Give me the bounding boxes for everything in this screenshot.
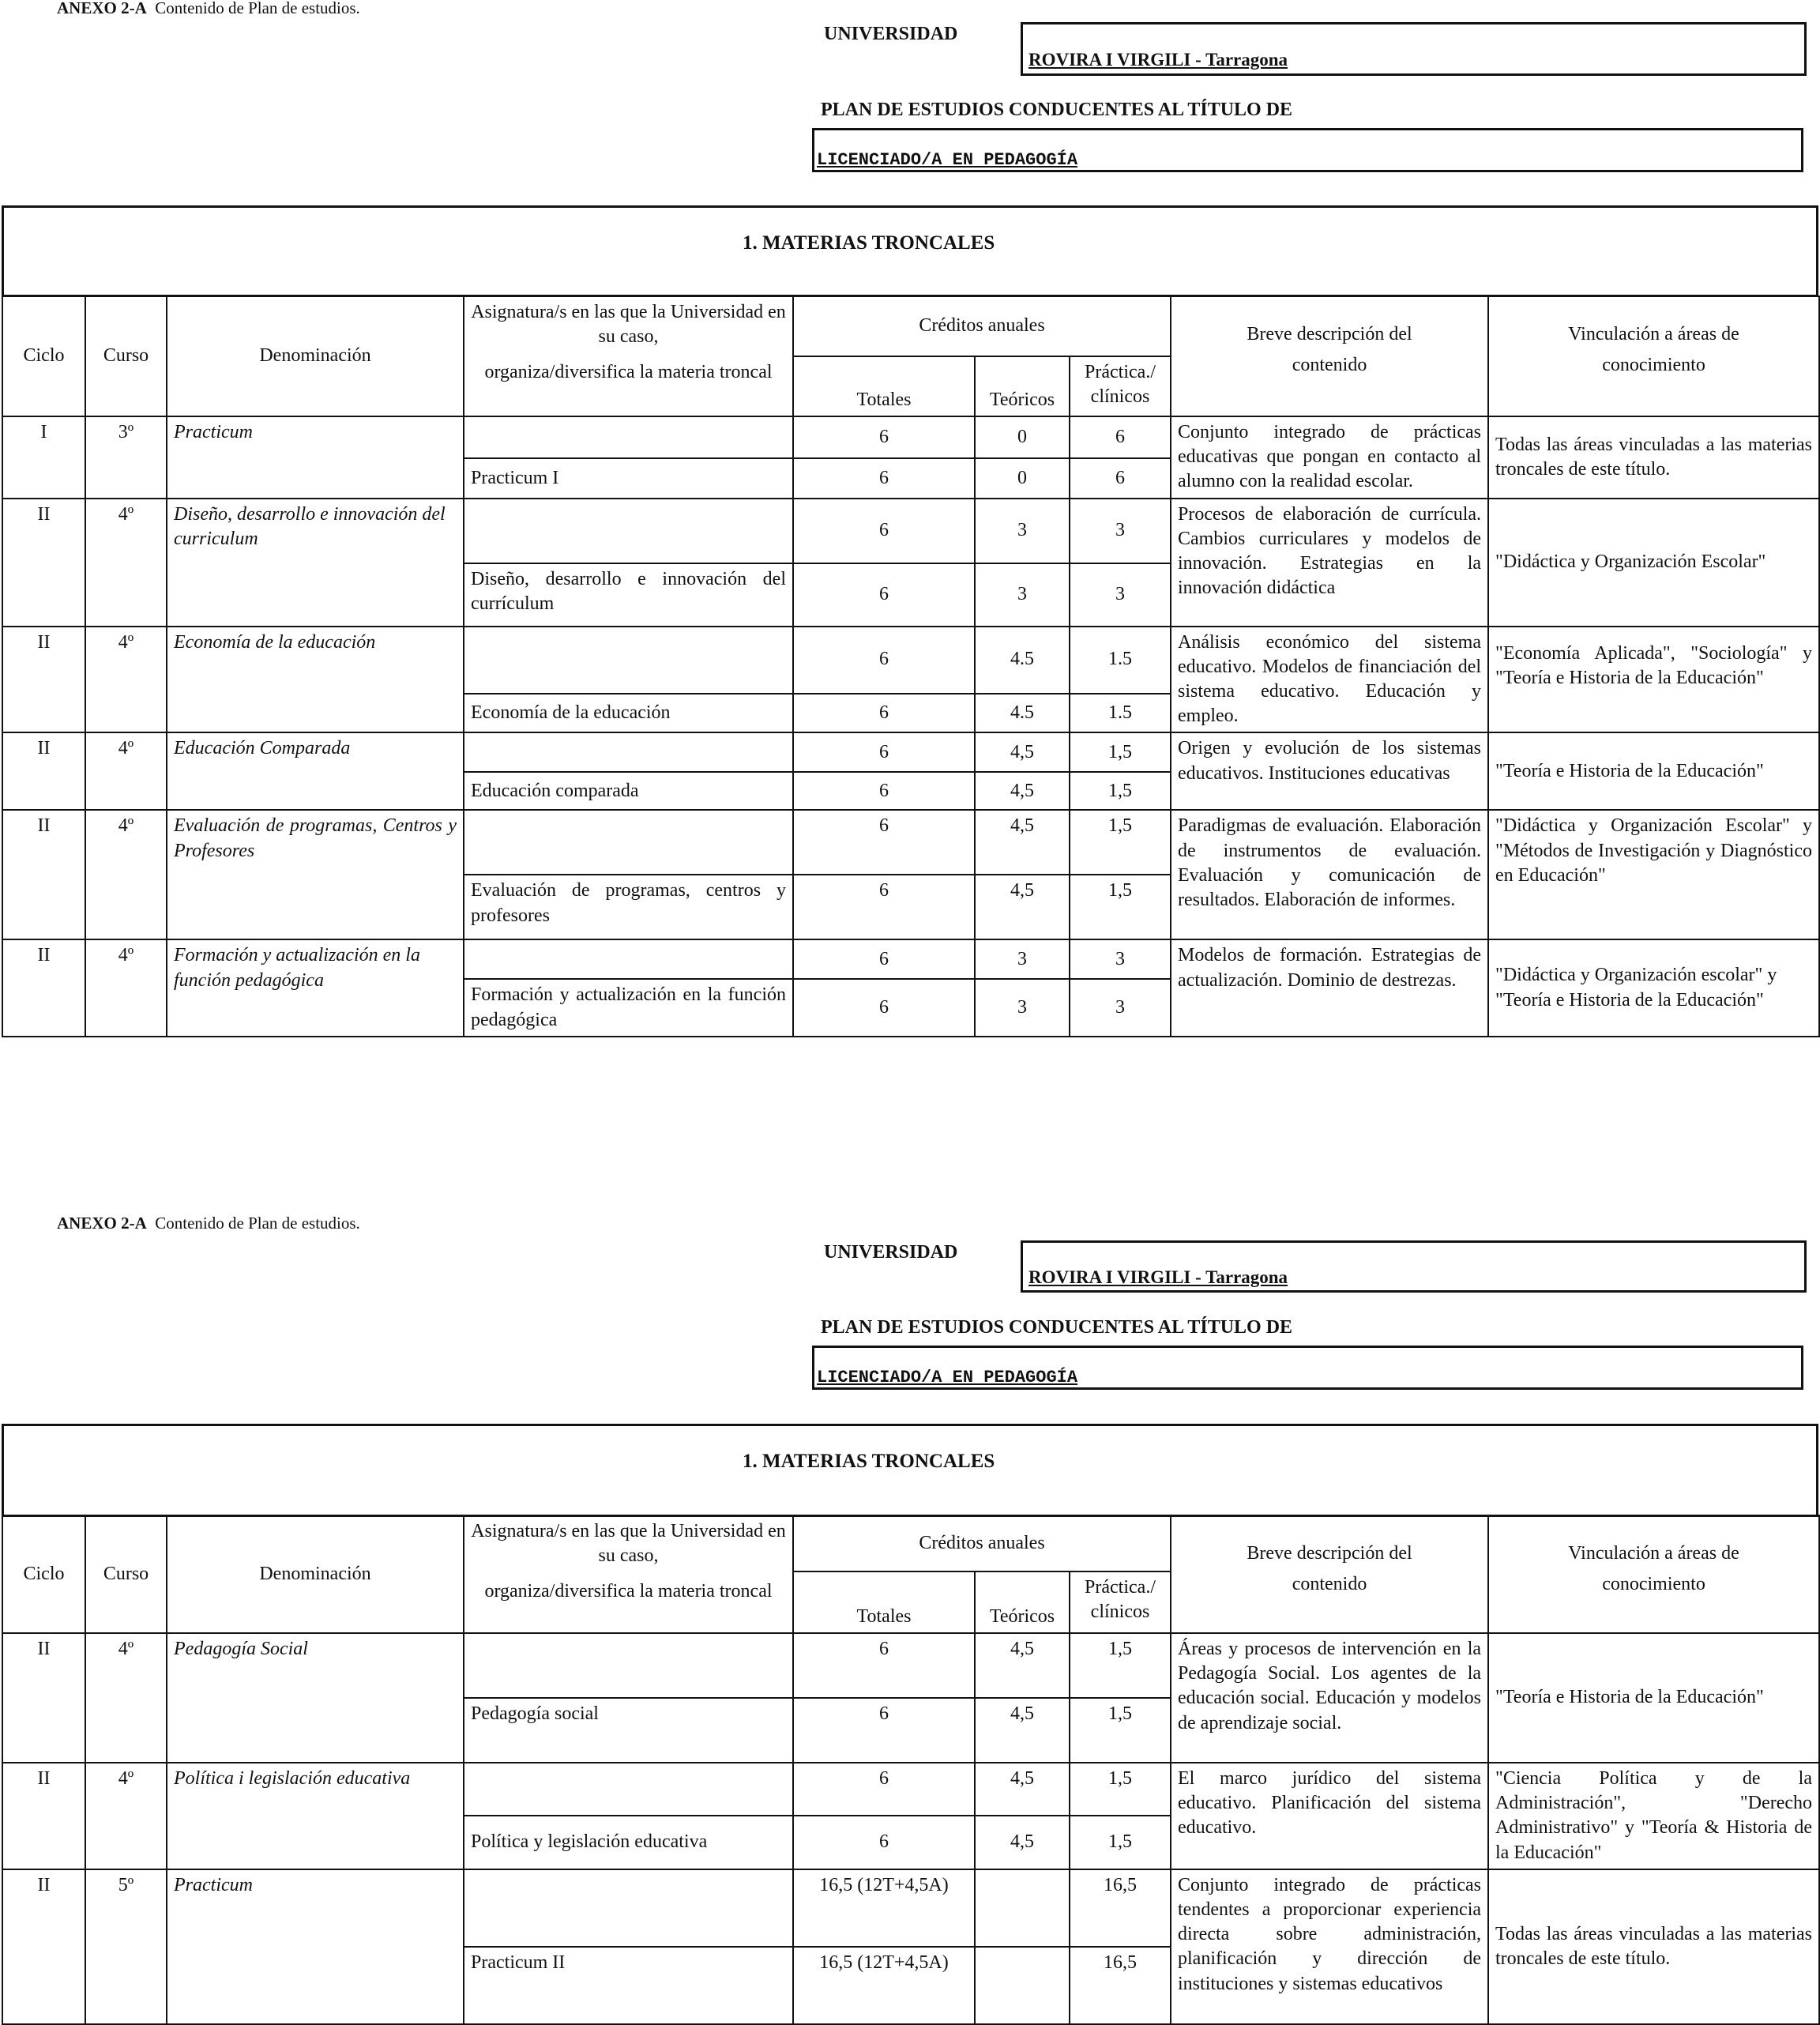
cell-descripcion: Procesos de elaboración de currícula. Cambios curriculares y modelos de innovación. Estrategias en la innovación didáctica — [1171, 499, 1488, 627]
cell-asignatura: Economía de la educación — [464, 694, 793, 733]
cell-totales: 6 — [793, 694, 975, 733]
col-creditos: Créditos anuales — [793, 296, 1171, 356]
cell-ciclo: II — [2, 1763, 85, 1869]
cell-vinculacion: "Teoría e Historia de la Educación" — [1488, 1633, 1819, 1763]
cell-curso: 4º — [85, 1633, 167, 1763]
cell-vinculacion: "Didáctica y Organización escolar" y "Teoría e Historia de la Educación" — [1488, 939, 1819, 1036]
annex-heading — [57, 1214, 360, 1233]
cell-teoricos: 3 — [975, 563, 1070, 627]
cell-vinculacion: Todas las áreas vinculadas a las materias troncales de este título. — [1488, 1869, 1819, 2024]
cell-asignatura — [464, 1633, 793, 1698]
degree-value: LICENCIADO/A EN PEDAGOGÍA — [817, 150, 1078, 170]
cell-curso: 4º — [85, 939, 167, 1036]
col-teoricos: Teóricos — [975, 1571, 1070, 1633]
cell-practica: 16,5 — [1070, 1869, 1171, 1947]
cell-practica: 1,5 — [1070, 810, 1171, 875]
cell-practica: 3 — [1070, 563, 1171, 627]
plan-label: PLAN DE ESTUDIOS CONDUCENTES AL TÍTULO DE — [821, 1317, 1293, 1338]
cell-totales: 6 — [793, 875, 975, 939]
cell-asignatura — [464, 1869, 793, 1947]
cell-asignatura: Pedagogía social — [464, 1698, 793, 1763]
col-descripcion — [1171, 296, 1488, 416]
cell-asignatura — [464, 810, 793, 875]
col-teoricos: Teóricos — [975, 356, 1070, 416]
col-vinculacion-line1: Vinculación a áreas de — [1568, 324, 1739, 344]
cell-teoricos: 4,5 — [975, 810, 1070, 875]
col-curso: Curso — [85, 296, 167, 416]
annex-number: ANEXO 2-A — [57, 1214, 147, 1233]
cell-practica: 1,5 — [1070, 1633, 1171, 1698]
col-curso: Curso — [85, 1515, 167, 1633]
cell-ciclo: II — [2, 1633, 85, 1763]
annex-text: Contenido de Plan de estudios. — [155, 1214, 360, 1233]
cell-totales: 6 — [793, 627, 975, 694]
col-descripcion-line2: contenido — [1292, 355, 1367, 376]
cell-vinculacion: "Economía Aplicada", "Sociología" y "Teoría e Historia de la Educación" — [1488, 627, 1819, 733]
col-totales: Totales — [793, 356, 975, 416]
col-asignatura-line2: organiza/diversifica la materia troncal — [484, 1581, 773, 1602]
cell-asignatura — [464, 627, 793, 694]
cell-ciclo: I — [2, 416, 85, 499]
cell-teoricos: 4,5 — [975, 1763, 1070, 1816]
cell-denominacion: Evaluación de programas, Centros y Profesores — [167, 810, 464, 939]
cell-ciclo: II — [2, 939, 85, 1036]
cell-totales: 6 — [793, 810, 975, 875]
university-label: UNIVERSIDAD — [824, 1242, 958, 1263]
section-title: 1. MATERIAS TRONCALES — [743, 232, 995, 254]
cell-totales: 6 — [793, 1698, 975, 1763]
table-row — [2, 810, 1819, 875]
cell-ciclo: II — [2, 732, 85, 810]
cell-practica: 6 — [1070, 458, 1171, 499]
cell-teoricos: 3 — [975, 979, 1070, 1036]
cell-curso: 5º — [85, 1869, 167, 2024]
cell-vinculacion: "Teoría e Historia de la Educación" — [1488, 732, 1819, 810]
table-row — [2, 1763, 1819, 1816]
cell-asignatura — [464, 732, 793, 772]
col-vinculacion-line1: Vinculación a áreas de — [1568, 1543, 1739, 1564]
cell-descripcion: Paradigmas de evaluación. Elaboración de instrumentos de evaluación. Evaluación y comunicación de resultados. Elaboración de informes. — [1171, 810, 1488, 939]
col-totales: Totales — [793, 1571, 975, 1633]
cell-denominacion: Economía de la educación — [167, 627, 464, 733]
col-asignatura-line1: Asignatura/s en las que la Universidad en su caso, — [471, 1521, 786, 1567]
cell-asignatura: Educación comparada — [464, 772, 793, 810]
cell-asignatura: Practicum I — [464, 458, 793, 499]
cell-ciclo: II — [2, 810, 85, 939]
cell-asignatura — [464, 1763, 793, 1816]
cell-asignatura: Formación y actualización en la función pedagógica — [464, 979, 793, 1036]
cell-totales: 16,5 (12T+4,5A) — [793, 1869, 975, 1947]
cell-practica: 16,5 — [1070, 1947, 1171, 2024]
col-denominacion: Denominación — [167, 296, 464, 416]
cell-practica: 1,5 — [1070, 1698, 1171, 1763]
cell-curso: 4º — [85, 1763, 167, 1869]
col-ciclo: Ciclo — [2, 1515, 85, 1633]
cell-asignatura — [464, 499, 793, 563]
col-descripcion-line2: contenido — [1292, 1574, 1367, 1595]
col-creditos: Créditos anuales — [793, 1515, 1171, 1571]
cell-practica: 1.5 — [1070, 694, 1171, 733]
cell-asignatura — [464, 939, 793, 979]
cell-teoricos: 3 — [975, 499, 1070, 563]
section-title: 1. MATERIAS TRONCALES — [743, 1451, 995, 1472]
col-asignatura-line2: organiza/diversifica la materia troncal — [484, 362, 773, 383]
cell-teoricos: 4,5 — [975, 1633, 1070, 1698]
cell-practica: 1,5 — [1070, 732, 1171, 772]
table-row — [2, 732, 1819, 772]
cell-descripcion: Áreas y procesos de intervención en la Pedagogía Social. Los agentes de la educación social. Educación y modelos de aprendizaje social. — [1171, 1633, 1488, 1763]
cell-denominacion: Política i legislación educativa — [167, 1763, 464, 1869]
cell-teoricos: 4,5 — [975, 732, 1070, 772]
cell-denominacion: Formación y actualización en la función pedagógica — [167, 939, 464, 1036]
col-asignatura — [464, 1515, 793, 1633]
cell-teoricos: 4.5 — [975, 627, 1070, 694]
cell-asignatura: Evaluación de programas, centros y profesores — [464, 875, 793, 939]
table-row — [2, 499, 1819, 563]
col-vinculacion — [1488, 1515, 1819, 1633]
col-descripcion-line1: Breve descripción del — [1247, 324, 1412, 344]
cell-denominacion: Practicum — [167, 1869, 464, 2024]
cell-ciclo: II — [2, 499, 85, 627]
cell-curso: 4º — [85, 732, 167, 810]
col-descripcion — [1171, 1515, 1488, 1633]
cell-ciclo: II — [2, 1869, 85, 2024]
col-vinculacion-line2: conocimiento — [1602, 355, 1705, 376]
col-practica: Práctica./ clínicos — [1070, 356, 1171, 416]
cell-practica: 1,5 — [1070, 1816, 1171, 1869]
cell-practica: 6 — [1070, 416, 1171, 458]
cell-descripcion: Conjunto integrado de prácticas tendentes a proporcionar experiencia directa sobre administración, planificación y dirección de instituciones y sistemas educativos — [1171, 1869, 1488, 2024]
cell-denominacion: Diseño, desarrollo e innovación del curriculum — [167, 499, 464, 627]
table-row — [2, 416, 1819, 458]
cell-totales: 6 — [793, 772, 975, 810]
table-row — [2, 1869, 1819, 1947]
cell-curso: 4º — [85, 627, 167, 733]
header-row — [2, 1515, 1819, 1571]
cell-totales: 6 — [793, 939, 975, 979]
cell-practica: 1,5 — [1070, 772, 1171, 810]
cell-descripcion: Conjunto integrado de prácticas educativas que pongan en contacto al alumno con la realidad escolar. — [1171, 416, 1488, 499]
cell-vinculacion: "Didáctica y Organización Escolar" y "Métodos de Investigación y Diagnóstico en Educación" — [1488, 810, 1819, 939]
cell-curso: 4º — [85, 810, 167, 939]
cell-teoricos — [975, 1947, 1070, 2024]
col-ciclo: Ciclo — [2, 296, 85, 416]
cell-vinculacion: "Didáctica y Organización Escolar" — [1488, 499, 1819, 627]
degree-value: LICENCIADO/A EN PEDAGOGÍA — [817, 1368, 1078, 1387]
cell-asignatura: Diseño, desarrollo e innovación del currículum — [464, 563, 793, 627]
plan-label: PLAN DE ESTUDIOS CONDUCENTES AL TÍTULO DE — [821, 100, 1293, 120]
col-asignatura-line1: Asignatura/s en las que la Universidad en su caso, — [471, 302, 786, 348]
cell-teoricos — [975, 1869, 1070, 1947]
col-vinculacion — [1488, 296, 1819, 416]
cell-totales: 6 — [793, 979, 975, 1036]
cell-practica: 3 — [1070, 939, 1171, 979]
header-row — [2, 296, 1819, 356]
cell-practica: 1,5 — [1070, 875, 1171, 939]
cell-totales: 6 — [793, 1816, 975, 1869]
cell-asignatura: Practicum II — [464, 1947, 793, 2024]
cell-totales: 6 — [793, 563, 975, 627]
cell-totales: 6 — [793, 458, 975, 499]
university-value: ROVIRA I VIRGILI - Tarragona — [1028, 1267, 1288, 1287]
cell-denominacion: Practicum — [167, 416, 464, 499]
university-value: ROVIRA I VIRGILI - Tarragona — [1028, 50, 1288, 70]
cell-practica: 3 — [1070, 979, 1171, 1036]
table-row — [2, 627, 1819, 694]
annex-heading — [57, 0, 360, 18]
col-denominacion: Denominación — [167, 1515, 464, 1633]
cell-teoricos: 4,5 — [975, 772, 1070, 810]
table-row — [2, 1633, 1819, 1698]
cell-denominacion: Pedagogía Social — [167, 1633, 464, 1763]
cell-curso: 3º — [85, 416, 167, 499]
cell-totales: 6 — [793, 499, 975, 563]
cell-totales: 16,5 (12T+4,5A) — [793, 1947, 975, 2024]
cell-teoricos: 4,5 — [975, 1698, 1070, 1763]
troncales-table — [2, 295, 1820, 1037]
troncales-table — [2, 1515, 1820, 2025]
cell-vinculacion: Todas las áreas vinculadas a las materias troncales de este título. — [1488, 416, 1819, 499]
cell-asignatura — [464, 416, 793, 458]
cell-descripcion: Modelos de formación. Estrategias de actualización. Dominio de destrezas. — [1171, 939, 1488, 1036]
col-practica: Práctica./ clínicos — [1070, 1571, 1171, 1633]
col-vinculacion-line2: conocimiento — [1602, 1574, 1705, 1595]
cell-ciclo: II — [2, 627, 85, 733]
cell-teoricos: 4,5 — [975, 875, 1070, 939]
cell-curso: 4º — [85, 499, 167, 627]
cell-teoricos: 0 — [975, 458, 1070, 499]
cell-asignatura: Política y legislación educativa — [464, 1816, 793, 1869]
cell-descripcion: Origen y evolución de los sistemas educativos. Instituciones educativas — [1171, 732, 1488, 810]
cell-totales: 6 — [793, 416, 975, 458]
cell-totales: 6 — [793, 732, 975, 772]
col-descripcion-line1: Breve descripción del — [1247, 1543, 1412, 1564]
cell-descripcion: El marco jurídico del sistema educativo. Planificación del sistema educativo. — [1171, 1763, 1488, 1869]
cell-totales: 6 — [793, 1633, 975, 1698]
cell-teoricos: 4,5 — [975, 1816, 1070, 1869]
cell-vinculacion: "Ciencia Política y de la Administración", "Derecho Administrativo" y "Teoría & Historia de la Educación" — [1488, 1763, 1819, 1869]
table-row — [2, 939, 1819, 979]
cell-teoricos: 0 — [975, 416, 1070, 458]
university-label: UNIVERSIDAD — [824, 24, 958, 44]
annex-text: Contenido de Plan de estudios. — [155, 0, 360, 17]
annex-number: ANEXO 2-A — [57, 0, 147, 17]
cell-totales: 6 — [793, 1763, 975, 1816]
cell-teoricos: 4.5 — [975, 694, 1070, 733]
cell-denominacion: Educación Comparada — [167, 732, 464, 810]
cell-descripcion: Análisis económico del sistema educativo. Modelos de financiación del sistema educativo. Educación y empleo. — [1171, 627, 1488, 733]
col-asignatura — [464, 296, 793, 416]
cell-practica: 3 — [1070, 499, 1171, 563]
cell-practica: 1.5 — [1070, 627, 1171, 694]
cell-teoricos: 3 — [975, 939, 1070, 979]
cell-practica: 1,5 — [1070, 1763, 1171, 1816]
